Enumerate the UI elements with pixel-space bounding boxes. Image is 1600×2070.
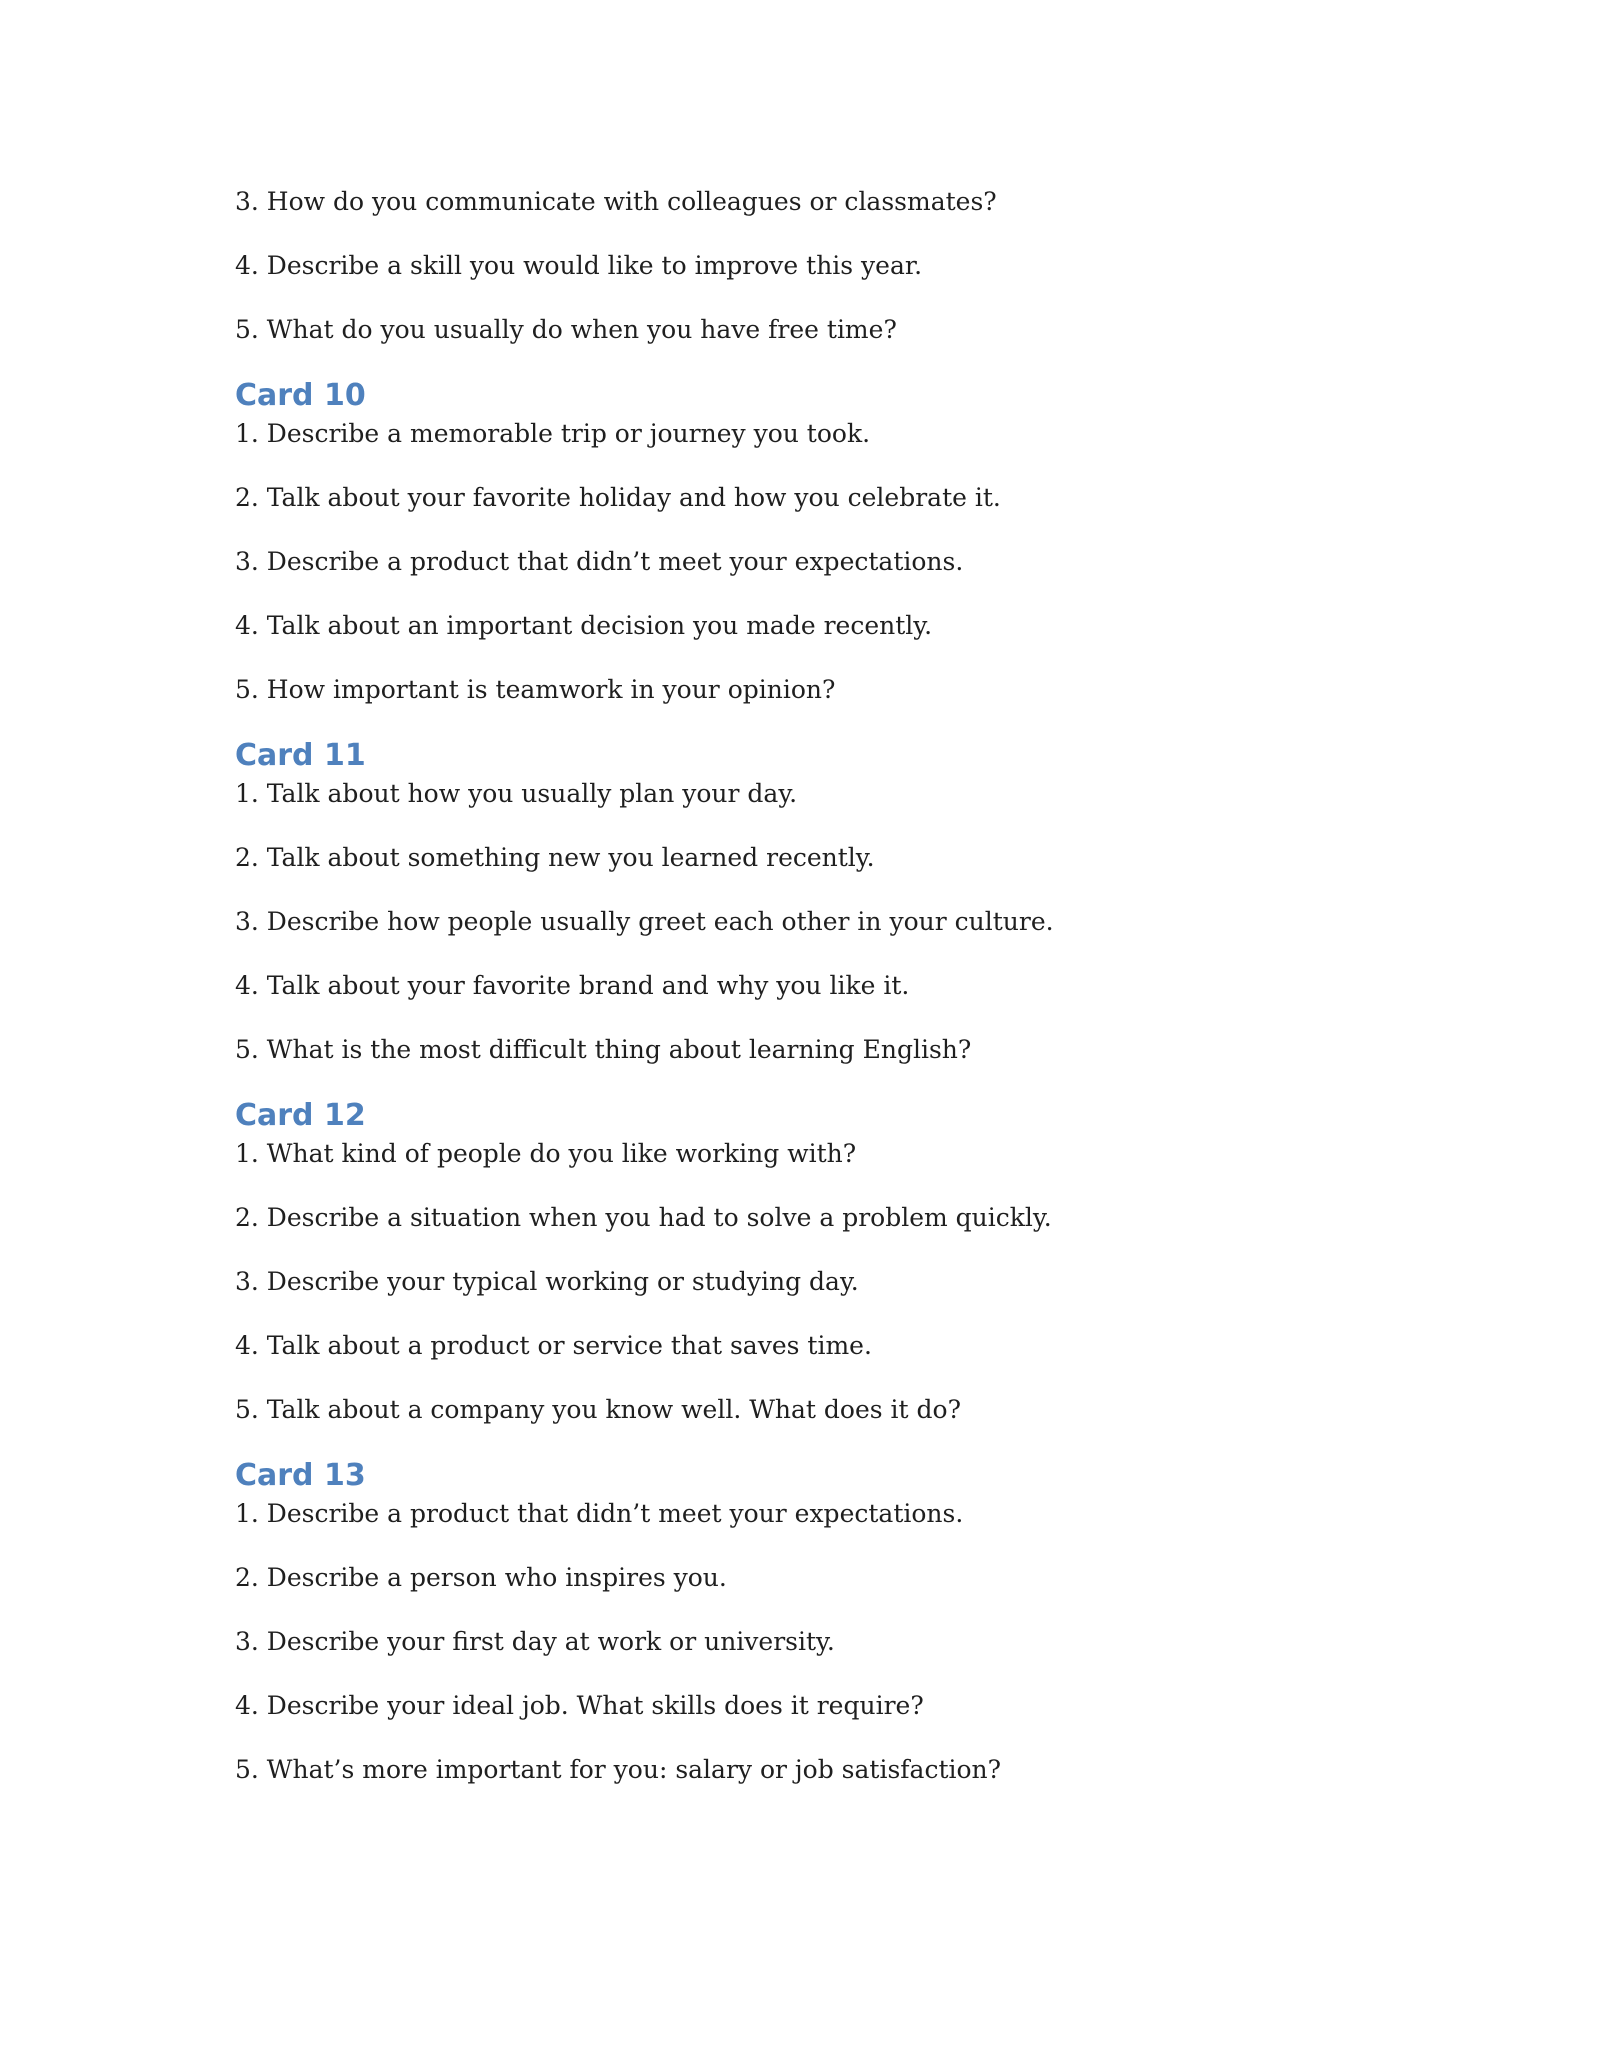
card-title: Card 11 xyxy=(235,738,366,773)
question-item: 5. How important is teamwork in your opinion? xyxy=(235,675,836,704)
question-item: 5. What is the most difficult thing about learning English? xyxy=(235,1035,972,1064)
question-item: 5. What do you usually do when you have free time? xyxy=(235,315,897,344)
question-item: 2. Talk about something new you learned recently. xyxy=(235,843,875,872)
question-item: 5. What’s more important for you: salary or job satisfaction? xyxy=(235,1755,1002,1784)
question-item: 5. Talk about a company you know well. What does it do? xyxy=(235,1395,961,1424)
card-title: Card 10 xyxy=(235,378,366,413)
question-item: 1. Describe a memorable trip or journey you took. xyxy=(235,419,871,448)
question-item: 2. Describe a person who inspires you. xyxy=(235,1563,727,1592)
card-title: Card 12 xyxy=(235,1098,366,1133)
question-item: 3. Describe a product that didn’t meet your expectations. xyxy=(235,547,964,576)
question-item: 1. Describe a product that didn’t meet your expectations. xyxy=(235,1499,964,1528)
leading-question-list xyxy=(235,185,1365,347)
document-body xyxy=(235,185,1365,1817)
question-item: 4. Talk about your favorite brand and why you like it. xyxy=(235,971,910,1000)
question-item: 3. Describe your first day at work or university. xyxy=(235,1627,835,1656)
card-13 xyxy=(235,1457,1365,1787)
question-item: 4. Talk about a product or service that saves time. xyxy=(235,1331,872,1360)
card-title: Card 13 xyxy=(235,1458,366,1493)
card-10 xyxy=(235,377,1365,707)
question-item: 4. Talk about an important decision you made recently. xyxy=(235,611,933,640)
question-item: 2. Talk about your favorite holiday and how you celebrate it. xyxy=(235,483,1001,512)
question-item: 3. Describe how people usually greet each other in your culture. xyxy=(235,907,1054,936)
question-item: 3. Describe your typical working or studying day. xyxy=(235,1267,859,1296)
question-item: 1. What kind of people do you like working with? xyxy=(235,1139,857,1168)
card-12 xyxy=(235,1097,1365,1427)
question-item: 1. Talk about how you usually plan your day. xyxy=(235,779,798,808)
question-item: 2. Describe a situation when you had to solve a problem quickly. xyxy=(235,1203,1052,1232)
question-item: 4. Describe a skill you would like to improve this year. xyxy=(235,251,923,280)
question-item: 3. How do you communicate with colleagues or classmates? xyxy=(235,187,997,216)
card-11 xyxy=(235,737,1365,1067)
question-item: 4. Describe your ideal job. What skills does it require? xyxy=(235,1691,924,1720)
